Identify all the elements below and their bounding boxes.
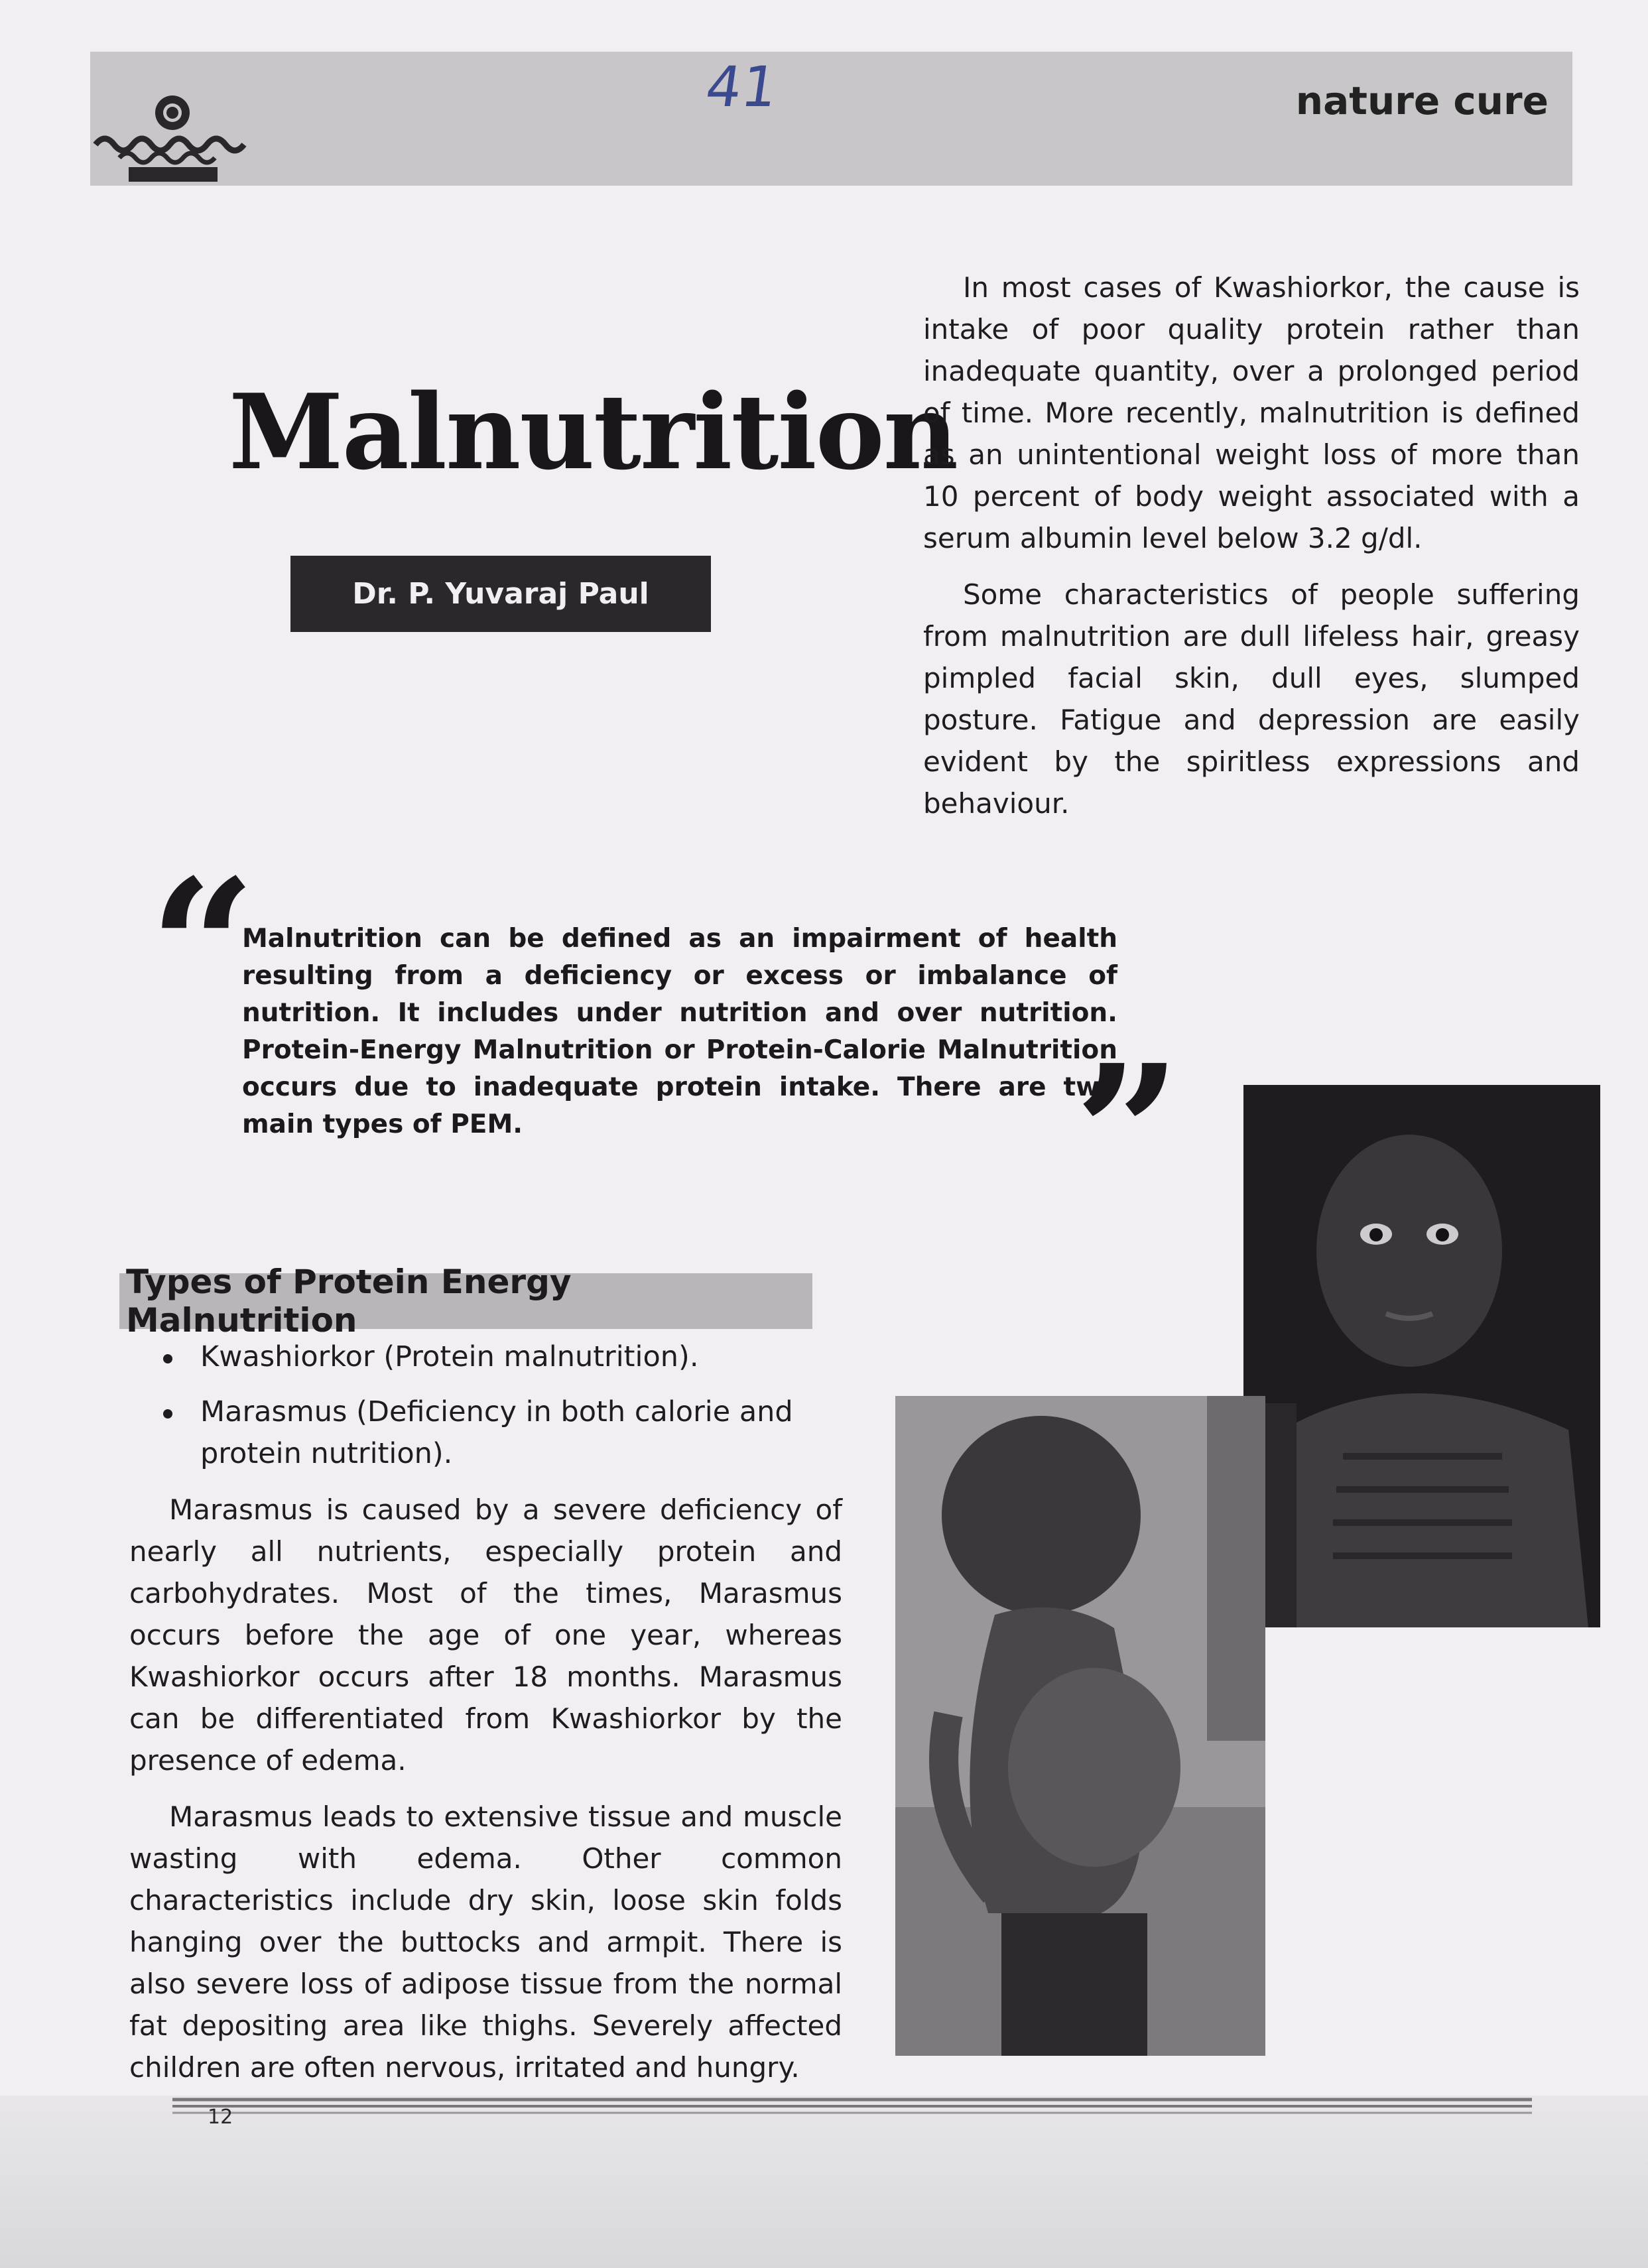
paragraph: Some characteristics of people suffering from malnutrition are dull lifeless hair, greasy pimpled facial skin, dull eyes, slumped posture. Fatigue and depression are easily evident by the spiritless expressions and behaviour. — [923, 578, 1580, 820]
article-title: Malnutrition — [229, 371, 958, 493]
footer-rule-lines — [172, 2096, 1532, 2122]
photo-child-with-edema — [895, 1396, 1265, 2056]
photo-malnourished-child-portrait — [1243, 1085, 1600, 1627]
author-byline — [290, 556, 711, 632]
pull-quote: Malnutrition can be defined as an impairment of health resulting from a deficiency or excess or imbalance of nutrition. It includes under nutrition and over nutrition. Protein-Energy Malnutrition or Protein-Calorie Malnutrition occurs due to inadequate protein intake. There are two main types of PEM. — [242, 924, 1117, 1139]
sun-waves-logo-icon — [93, 93, 252, 186]
section-label: nature cure — [1295, 78, 1549, 123]
handwritten-page-mark: 41 — [702, 54, 782, 119]
page-number: 12 — [208, 2106, 233, 2129]
section-subheading — [119, 1263, 812, 1340]
open-quote-mark: “ — [149, 839, 257, 1057]
left-column-text — [129, 1489, 842, 2103]
right-column-text — [923, 267, 1580, 839]
list-item: Marasmus (Deficiency in both calorie and protein nutrition). — [159, 1391, 836, 1475]
close-quote-mark: ” — [1074, 1025, 1182, 1243]
pem-types-list — [159, 1336, 836, 1488]
subheading-text: Types of Protein Energy Malnutrition — [126, 1263, 572, 1340]
list-item: Kwashiorkor (Protein malnutrition). — [159, 1336, 836, 1378]
author-name: Dr. P. Yuvaraj Paul — [352, 577, 649, 611]
paragraph: In most cases of Kwashiorkor, the cause is intake of poor quality protein rather than inadequate quantity, over a prolonged period of time. More recently, malnutrition is defined as an unintentional weight loss of more than 10 percent of body weight associated with a serum albumin level below 3.2 g/dl. — [923, 271, 1580, 554]
paragraph: Marasmus leads to extensive tissue and muscle wasting with edema. Other common characteristics include dry skin, loose skin folds hanging over the buttocks and armpit. There is also severe loss of adipose tissue from the normal fat depositing area like thighs. Severely affected children are often nervous, irritated and hungry. — [129, 1800, 842, 2084]
paragraph: Marasmus is caused by a severe deficiency of nearly all nutrients, especially protein and carbohydrates. Most of the times, Marasmus occurs before the age of one year, whereas Kwashiorkor occurs after 18 months. Marasmus can be differentiated from Kwashiorkor by the presence of edema. — [129, 1493, 842, 1777]
